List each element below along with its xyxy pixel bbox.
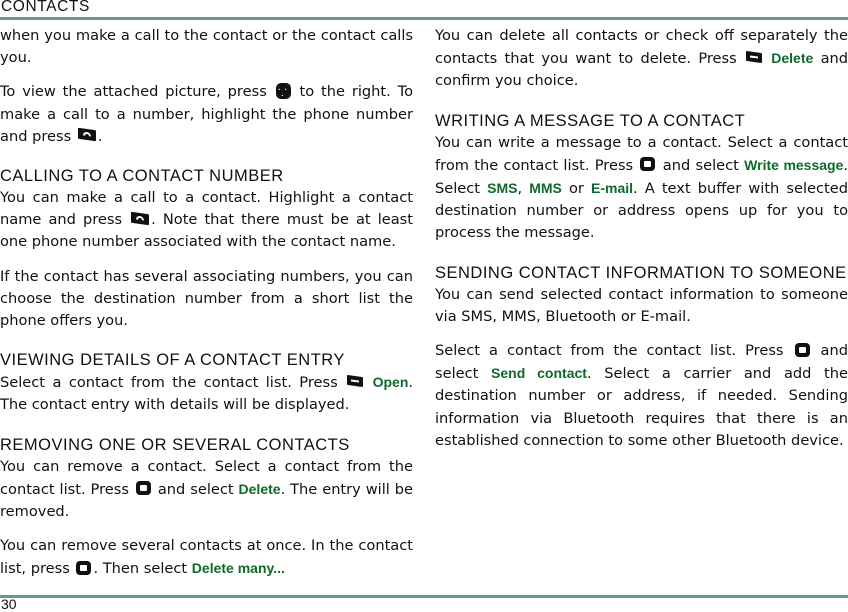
- menu-key-icon: [640, 157, 655, 171]
- paragraph: You can remove a contact. Select a contact from the contact list. Press and select Delete. The entry will be removed.: [0, 457, 414, 521]
- paragraph: You can send selected contact information to someone via SMS, MMS, Bluetooth or E-mail.: [435, 285, 848, 325]
- heading-writing-message: WRITING A MESSAGE TO A CONTACT: [435, 111, 746, 130]
- paragraph: You can remove several contacts at once. In the contact list, press . Then select Delete many...: [0, 537, 413, 578]
- paragraph: To view the attached picture, press · · · to the right. To make a call to a number, highlight the phone number and press .: [0, 81, 413, 148]
- paragraph: Select a contact from the contact list. Press and select Send contact. Select a carrier and add the destination number or address, if needed. Sending information via Bluetooth requires that there is an established connection to some other Bluetooth device.: [435, 342, 848, 449]
- header-rule: [0, 17, 848, 20]
- call-key-icon: [131, 211, 149, 225]
- heading-sending-contact: SENDING CONTACT INFORMATION TO SOMEONE: [435, 263, 847, 282]
- page-number: 30: [1, 596, 17, 612]
- section-title: CONTACTS: [1, 0, 90, 15]
- menu-term-delete: Delete: [238, 480, 281, 497]
- left-soft-key-icon: [347, 375, 363, 387]
- menu-term-delete: Delete: [771, 50, 814, 67]
- paragraph: when you make a call to the contact or the contact calls you.: [0, 27, 413, 67]
- heading-removing: REMOVING ONE OR SEVERAL CONTACTS: [0, 435, 350, 454]
- menu-term-delete-many: Delete many...: [191, 560, 285, 577]
- left-soft-key-icon: [746, 51, 762, 63]
- paragraph: Select a contact from the contact list. Press Open. The contact entry with details will be displayed.: [0, 374, 414, 414]
- footer-rule: [0, 595, 848, 598]
- menu-key-icon: [76, 561, 91, 575]
- right-column: [435, 25, 848, 464]
- paragraph: You can write a message to a contact. Select a contact from the contact list. Press and select Write message. Select SMS, MMS or E-mail. A text buffer with selected destination number or address opens up for you to process the message.: [435, 133, 848, 242]
- heading-calling: CALLING TO A CONTACT NUMBER: [0, 167, 284, 186]
- menu-term-email: E-mail: [591, 180, 634, 197]
- paragraph: You can make a call to a contact. Highlight a contact name and press . Note that there must be at least one phone number associated with the contact name.: [0, 189, 413, 251]
- navigation-key-icon: [276, 83, 291, 99]
- paragraph: If the contact has several associating numbers, you can choose the destination number from a short list the phone offers you.: [0, 267, 413, 330]
- menu-term-mms: MMS: [529, 180, 562, 197]
- left-column: [0, 25, 413, 593]
- menu-term-send-contact: Send contact: [491, 365, 587, 382]
- menu-term-write-message: Write message: [744, 156, 844, 173]
- paragraph: You can delete all contacts or check off separately the contacts that you want to delete. Press Delete and confirm you choice.: [435, 27, 848, 90]
- menu-term-open: Open: [372, 374, 409, 391]
- menu-key-icon: [136, 481, 151, 495]
- menu-key-icon: [795, 343, 810, 357]
- menu-term-sms: SMS: [487, 180, 518, 197]
- heading-viewing-details: VIEWING DETAILS OF A CONTACT ENTRY: [0, 351, 345, 370]
- call-key-icon: [78, 128, 96, 142]
